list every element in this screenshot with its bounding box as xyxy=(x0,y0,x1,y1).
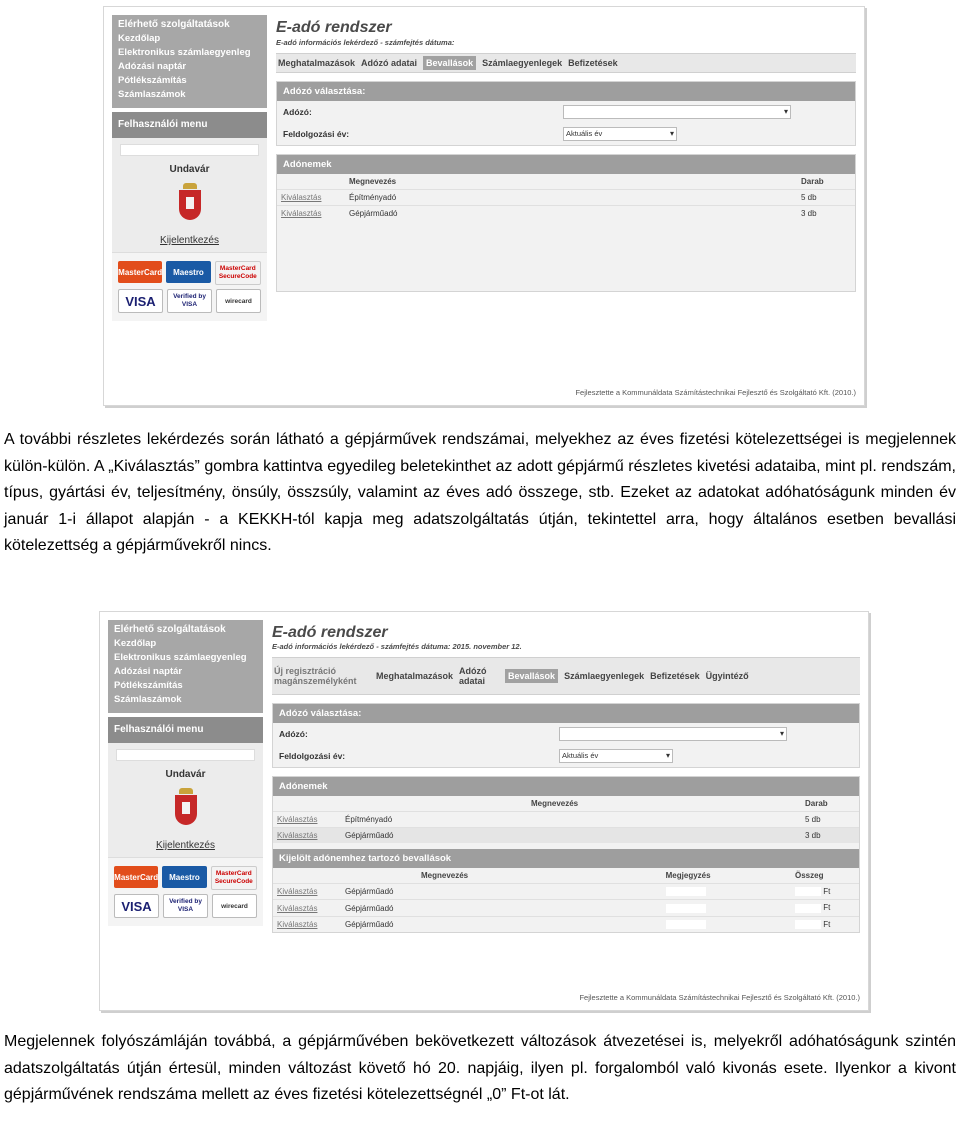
select-link[interactable]: Kiválasztás xyxy=(277,205,345,221)
footer: Fejlesztette a Kommunáldata Számítástechnikai Fejlesztő és Szolgáltató Kft. (2010.) xyxy=(579,993,860,1002)
table-row: Kiválasztás Építményadó 5 db xyxy=(273,812,859,828)
payment-logos xyxy=(108,857,263,926)
year-select[interactable]: Aktuális év ▾ xyxy=(563,127,677,141)
tax-types-table xyxy=(273,796,859,843)
sidebar xyxy=(112,15,267,321)
footer: Fejlesztette a Kommunáldata Számítástechnikai Fejlesztő és Szolgáltató Kft. (2010.) xyxy=(575,388,856,397)
select-link[interactable]: Kiválasztás xyxy=(273,884,341,900)
taxpayer-panel-title: Adózó választása: xyxy=(273,704,859,723)
main-content xyxy=(272,612,860,933)
redacted-user xyxy=(120,144,259,156)
taxpayer-panel xyxy=(272,703,860,768)
taxpayer-select[interactable] xyxy=(559,727,787,741)
nav-home[interactable]: Kezdőlap xyxy=(114,638,157,649)
nav-account-numbers[interactable]: Számlaszámok xyxy=(118,89,186,100)
redacted-user xyxy=(116,749,255,761)
table-row: Kiválasztás Építményadó 5 db xyxy=(277,189,855,205)
nav-tax-calendar[interactable]: Adózási naptár xyxy=(118,61,187,72)
logout-link[interactable]: Kijelentkezés xyxy=(160,235,219,246)
mastercard-securecode-logo: MasterCard SecureCode xyxy=(215,261,261,285)
coat-of-arms-icon xyxy=(175,788,197,832)
table-row: Kiválasztás Gépjárműadó 3 db xyxy=(273,828,859,844)
returns-table xyxy=(273,868,859,932)
redacted-amount xyxy=(795,920,821,929)
table-row: Kiválasztás Gépjárműadó 3 db xyxy=(277,205,855,221)
visa-logo: VISA xyxy=(118,289,163,313)
maestro-logo: Maestro xyxy=(162,866,206,888)
subtitle: E-adó információs lekérdező - számfejtés dátuma: xyxy=(276,37,856,47)
user-box xyxy=(108,743,263,857)
paragraph-1: A további részletes lekérdezés során látható a gépjárművek rendszámai, melyekhez az éves fizetési kötelezettségei is megjelennek külön-külön. A „Kiválasztás” gombra kattintva egyedileg beletekinthet az adott gépjármű részletes kivetési adataiba, mint pl. rendszám, típus, gyártási év, teljesítmény, önsúly, összsúly, valamint az éves adó összege, stb. Ezeket az adatokat adóhatóságunk minden év január 1-i állapot alapján - a KEKKH-tól kapja meg adatszolgáltatás útján, tekintettel arra, hogy általános esetben bevallási kötelezettség a gépjárművekről nincs. xyxy=(4,431,956,554)
tab-authorizations[interactable]: Meghatalmazások xyxy=(376,671,454,681)
tax-types-table xyxy=(277,174,855,221)
nav-surcharge[interactable]: Pótlékszámítás xyxy=(118,75,187,86)
col-name: Megnevezés xyxy=(349,176,397,186)
verified-by-visa-logo: Verified by VISA xyxy=(167,289,212,313)
user-menu-header xyxy=(108,717,263,743)
city-name: Undavár xyxy=(169,164,210,175)
payment-logos xyxy=(112,252,267,321)
col-note: Megjegyzés xyxy=(665,871,711,880)
tab-authorizations[interactable]: Meghatalmazások xyxy=(278,57,356,68)
table-row: Kiválasztás Gépjárműadó Ft xyxy=(273,884,859,900)
select-link[interactable]: Kiválasztás xyxy=(277,189,345,205)
nav-account-balance[interactable]: Elektronikus számlaegyenleg xyxy=(114,652,247,663)
tab-administrator[interactable]: Ügyintéző xyxy=(705,671,749,681)
tab-new-registration[interactable]: Új regisztráció magánszemélyként xyxy=(274,666,357,686)
mastercard-logo: MasterCard xyxy=(118,261,162,283)
year-label: Feldolgozási év: xyxy=(279,751,346,761)
redacted-amount xyxy=(795,904,821,913)
select-link[interactable]: Kiválasztás xyxy=(273,828,341,844)
select-link[interactable]: Kiválasztás xyxy=(273,916,341,932)
nav-account-numbers[interactable]: Számlaszámok xyxy=(114,694,182,705)
tab-balances[interactable]: Számlaegyenlegek xyxy=(482,57,563,68)
verified-by-visa-logo: Verified by VISA xyxy=(163,894,208,918)
maestro-logo: Maestro xyxy=(166,261,210,283)
sidebar xyxy=(108,620,263,926)
tax-types-title: Adónemek xyxy=(277,155,855,174)
redacted-note xyxy=(666,920,706,929)
col-sum: Összeg xyxy=(795,871,824,880)
col-count: Darab xyxy=(801,176,824,186)
tab-taxpayer-data[interactable]: Adózó adatai xyxy=(459,666,487,686)
select-link[interactable]: Kiválasztás xyxy=(273,900,341,916)
redacted-date xyxy=(456,38,506,47)
nav-home[interactable]: Kezdőlap xyxy=(118,33,161,44)
taxpayer-panel xyxy=(276,81,856,146)
table-row: Kiválasztás Gépjárműadó Ft xyxy=(273,900,859,916)
visa-logo: VISA xyxy=(114,894,159,918)
tax-types-panel xyxy=(276,154,856,292)
user-menu-title: Felhasználói menu xyxy=(114,724,204,735)
tab-payments[interactable]: Befizetések xyxy=(650,671,700,681)
taxpayer-label: Adózó: xyxy=(283,106,312,117)
redacted-note xyxy=(666,887,706,896)
tab-balances[interactable]: Számlaegyenlegek xyxy=(564,671,645,681)
paragraph-2: Megjelennek folyószámláján továbbá, a gépjárművében bekövetkezett változások átvezetései is, melyekről adóhatóságunk szintén adatszolgáltatás útján értesül, minden változást követő hó 20. napjáig, ilyen pl. forgalomból való kivonás esete. Ilyenkor a kivont gépjárművének rendszáma mellett az éves fizetési kötelezettségnél „0” Ft-ot lát. xyxy=(4,1033,956,1103)
nav-surcharge[interactable]: Pótlékszámítás xyxy=(114,680,183,691)
logout-link[interactable]: Kijelentkezés xyxy=(156,840,215,851)
year-select[interactable]: Aktuális év ▾ xyxy=(559,749,673,763)
screenshot-1 xyxy=(103,6,865,406)
wirecard-logo: wirecard xyxy=(216,289,261,313)
tax-types-panel xyxy=(272,776,860,933)
wirecard-logo: wirecard xyxy=(212,894,257,918)
city-name: Undavár xyxy=(165,769,206,780)
top-nav xyxy=(276,53,856,73)
user-menu-title: Felhasználói menu xyxy=(118,119,208,130)
mastercard-securecode-logo: MasterCard SecureCode xyxy=(211,866,257,890)
app-title: E-adó rendszer xyxy=(272,624,388,641)
subtitle: E-adó információs lekérdező - számfejtés dátuma: 2015. november 12. xyxy=(272,642,522,651)
col-name: Megnevezés xyxy=(531,799,579,808)
mastercard-logo: MasterCard xyxy=(114,866,158,888)
tab-taxpayer-data[interactable]: Adózó adatai xyxy=(361,57,418,68)
redacted-amount xyxy=(795,887,821,896)
col-count: Darab xyxy=(805,799,828,808)
tax-types-title: Adónemek xyxy=(273,777,859,796)
nav-account-balance[interactable]: Elektronikus számlaegyenleg xyxy=(118,47,251,58)
user-menu-header xyxy=(112,112,267,138)
taxpayer-select[interactable] xyxy=(563,105,791,119)
app-title: E-adó rendszer xyxy=(276,19,392,36)
taxpayer-panel-title: Adózó választása: xyxy=(277,82,855,101)
coat-of-arms-icon xyxy=(179,183,201,227)
tab-returns[interactable]: Bevallások xyxy=(505,669,558,683)
screenshot-2 xyxy=(99,611,869,1011)
col-name: Megnevezés xyxy=(421,871,469,880)
tab-payments[interactable]: Befizetések xyxy=(568,57,618,68)
services-menu xyxy=(112,15,267,108)
services-title: Elérhető szolgáltatások xyxy=(118,19,230,30)
user-box xyxy=(112,138,267,252)
year-label: Feldolgozási év: xyxy=(283,128,350,139)
services-title: Elérhető szolgáltatások xyxy=(114,624,226,635)
select-link[interactable]: Kiválasztás xyxy=(273,812,341,828)
top-nav xyxy=(272,657,860,695)
main-content xyxy=(276,7,856,292)
nav-tax-calendar[interactable]: Adózási naptár xyxy=(114,666,183,677)
tab-returns[interactable]: Bevallások xyxy=(423,56,476,70)
taxpayer-label: Adózó: xyxy=(279,729,308,739)
returns-title: Kijelölt adónemhez tartozó bevallások xyxy=(273,849,859,868)
services-menu xyxy=(108,620,263,713)
redacted-note xyxy=(666,904,706,913)
table-row: Kiválasztás Gépjárműadó Ft xyxy=(273,916,859,932)
